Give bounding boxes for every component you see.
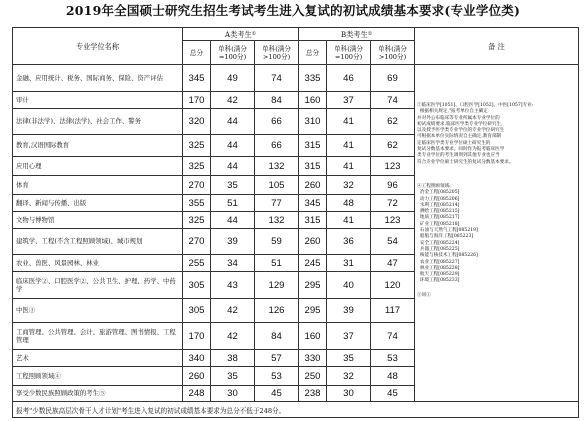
b-single-100: 32 <box>327 367 371 386</box>
a-single-100: 44 <box>211 157 255 176</box>
header-a-total: 总分 <box>183 41 211 65</box>
b-single-over100: 123 <box>371 212 415 229</box>
discipline-name: 文物与博物馆 <box>13 212 183 229</box>
header-b-single-100: 单科(满分=100分) <box>327 41 371 65</box>
a-single-100: 42 <box>211 323 255 350</box>
b-total: 250 <box>299 367 327 386</box>
discipline-name: 工商管理、公共管理、会计、旅游管理、图书情报、工程管理 <box>13 323 183 350</box>
a-single-over100: 77 <box>255 195 299 212</box>
b-single-over100: 62 <box>371 109 415 135</box>
a-single-100: 42 <box>211 299 255 323</box>
b-single-over100: 47 <box>371 255 415 272</box>
a-single-100: 44 <box>211 135 255 157</box>
note-engineering: ④工程照顾领域: 冶金工程[085205] 动力工程[085206] 水利工程[085214] 测绘工程[085215] 地质工程[085217] 矿业工程[085218] 石油与天然气工程[085219] 船舶与海洋工程[085223] 安全工程[085224] 兵器工程[085225] 核能与核技术工程[085226] 农业工程[085227] 林业工程[085228] 航天工程[085229] 环境工程[085233] <box>417 183 478 284</box>
discipline-name: 翻译、新闻与传播、出版 <box>13 195 183 212</box>
a-total: 270 <box>183 229 211 255</box>
b-single-100: 35 <box>327 350 371 367</box>
a-single-100: 44 <box>211 212 255 229</box>
a-total: 325 <box>183 157 211 176</box>
discipline-name: 农业、兽医、风景园林、林业 <box>13 255 183 272</box>
b-single-100: 48 <box>327 195 371 212</box>
b-single-100: 31 <box>327 255 371 272</box>
a-single-over100: 57 <box>255 350 299 367</box>
a-single-over100: 132 <box>255 212 299 229</box>
b-single-over100: 117 <box>371 299 415 323</box>
a-total: 305 <box>183 272 211 299</box>
a-single-over100: 105 <box>255 176 299 195</box>
b-single-over100: 53 <box>371 350 415 367</box>
b-single-100: 41 <box>327 212 371 229</box>
discipline-name: 工程照顾领域④ <box>13 367 183 386</box>
a-total: 325 <box>183 135 211 157</box>
a-total: 248 <box>183 386 211 402</box>
a-single-100: 39 <box>211 229 255 255</box>
b-single-over100: 74 <box>371 323 415 350</box>
a-total: 170 <box>183 323 211 350</box>
b-total: 245 <box>299 255 327 272</box>
a-single-over100: 129 <box>255 272 299 299</box>
b-single-over100: 72 <box>371 195 415 212</box>
b-total: 160 <box>299 323 327 350</box>
b-total: 295 <box>299 272 327 299</box>
a-single-100: 42 <box>211 92 255 109</box>
discipline-name: 建筑学、工程(不含工程照顾领域)、城市规划 <box>13 229 183 255</box>
b-single-over100: 45 <box>371 386 415 402</box>
a-single-100: 51 <box>211 195 255 212</box>
header-a-zone: A类考生① <box>183 28 299 41</box>
b-single-100: 32 <box>327 176 371 195</box>
page-title: 2019年全国硕士研究生招生考试考生进入复试的初试成绩基本要求(专业学位类) <box>65 3 521 18</box>
b-single-over100: 120 <box>371 272 415 299</box>
b-total: 260 <box>299 176 327 195</box>
a-single-over100: 66 <box>255 135 299 157</box>
discipline-name: 临床医学②、口腔医学②、公共卫生、护理、药学、中药学 <box>13 272 183 299</box>
b-single-100: 36 <box>327 229 371 255</box>
a-single-over100: 132 <box>255 157 299 176</box>
a-total: 345 <box>183 65 211 92</box>
discipline-name: 体育 <box>13 176 183 195</box>
a-single-over100: 51 <box>255 255 299 272</box>
b-single-over100: 69 <box>371 65 415 92</box>
b-single-over100: 74 <box>371 92 415 109</box>
b-single-100: 37 <box>327 323 371 350</box>
a-single-100: 34 <box>211 255 255 272</box>
discipline-name: 艺术 <box>13 350 183 367</box>
a-total: 255 <box>183 255 211 272</box>
header-a-single-100: 单科(满分=100分) <box>211 41 255 65</box>
b-single-100: 46 <box>327 65 371 92</box>
b-single-100: 40 <box>327 272 371 299</box>
b-total: 345 <box>299 195 327 212</box>
a-total: 170 <box>183 92 211 109</box>
table-row <box>13 65 579 92</box>
footer-note: 报考"少数民族高层次骨干人才计划"考生进入复试的初试成绩基本要求为总分不低于248分。 <box>13 402 579 418</box>
b-single-100: 41 <box>327 135 371 157</box>
header-a-single-over100: 单科(满分>100分) <box>255 41 299 65</box>
header-remarks: 备 注 <box>415 28 579 65</box>
a-single-over100: 53 <box>255 367 299 386</box>
a-single-100: 30 <box>211 386 255 402</box>
b-single-100: 39 <box>327 299 371 323</box>
a-total: 260 <box>183 367 211 386</box>
a-single-100: 35 <box>211 176 255 195</box>
b-single-100: 41 <box>327 157 371 176</box>
discipline-name: 教育,汉语国际教育 <box>13 135 183 157</box>
a-total: 340 <box>183 350 211 367</box>
b-single-over100: 62 <box>371 135 415 157</box>
a-total: 325 <box>183 212 211 229</box>
a-single-over100: 45 <box>255 386 299 402</box>
a-total: 305 <box>183 299 211 323</box>
header-discipline: 专业学位名称 <box>13 28 183 65</box>
b-total: 330 <box>299 350 327 367</box>
discipline-name: 中医③ <box>13 299 183 323</box>
b-single-100: 41 <box>327 109 371 135</box>
b-total: 315 <box>299 135 327 157</box>
discipline-name: 法律(非法学)、法律(法学)、社会工作、警务 <box>13 109 183 135</box>
a-single-over100: 66 <box>255 109 299 135</box>
a-total: 320 <box>183 109 211 135</box>
score-table <box>12 27 579 418</box>
b-total: 295 <box>299 299 327 323</box>
b-single-over100: 54 <box>371 229 415 255</box>
discipline-name: 享受少数民族照顾政策的考生⑤ <box>13 386 183 402</box>
b-total: 260 <box>299 229 327 255</box>
header-b-zone: B类考生① <box>299 28 415 41</box>
b-single-over100: 48 <box>371 367 415 386</box>
a-single-over100: 74 <box>255 65 299 92</box>
header-b-single-over100: 单科(满分>100分) <box>371 41 415 65</box>
b-total: 238 <box>299 386 327 402</box>
a-single-over100: 84 <box>255 323 299 350</box>
discipline-name: 金融、应用统计、税务、国际商务、保险、资产评估 <box>13 65 183 92</box>
a-single-over100: 84 <box>255 92 299 109</box>
a-single-over100: 59 <box>255 229 299 255</box>
a-total: 355 <box>183 195 211 212</box>
b-total: 335 <box>299 65 327 92</box>
note-minority: ⑤同① <box>417 292 431 298</box>
a-single-100: 38 <box>211 350 255 367</box>
a-single-100: 43 <box>211 272 255 299</box>
b-total: 315 <box>299 212 327 229</box>
a-single-over100: 126 <box>255 299 299 323</box>
a-single-100: 49 <box>211 65 255 92</box>
footer-row <box>13 402 579 418</box>
b-single-100: 37 <box>327 92 371 109</box>
a-total: 270 <box>183 176 211 195</box>
note-medical: ②临床医学[1051]、口腔医学[1052]、中医[1057]专业: 根据相关规定,"报考单位自主确定 并对外公布临床等专业所属本专业学位的 初试成绩要求,临床医学类专业学位研究生, 以及授予医学类专业学位的专业学位研究生 可根据本单位实际情况自主确定,教育部制 定临床医学类专业学位硕士研究生的 复试分数基本要求。同时作为报考临床医学 类专业学位的考生调剂到其他专业也应当 符合专业学位硕士研究生的复试分数基本要求。 <box>417 103 534 165</box>
b-single-over100: 96 <box>371 176 415 195</box>
b-total: 315 <box>299 157 327 176</box>
b-single-100: 30 <box>327 386 371 402</box>
discipline-name: 审计 <box>13 92 183 109</box>
b-total: 310 <box>299 109 327 135</box>
b-total: 160 <box>299 92 327 109</box>
header-b-total: 总分 <box>299 41 327 65</box>
a-single-100: 35 <box>211 367 255 386</box>
b-single-over100: 123 <box>371 157 415 176</box>
a-single-100: 44 <box>211 109 255 135</box>
discipline-name: 应用心理 <box>13 157 183 176</box>
remarks-notes <box>415 65 579 402</box>
